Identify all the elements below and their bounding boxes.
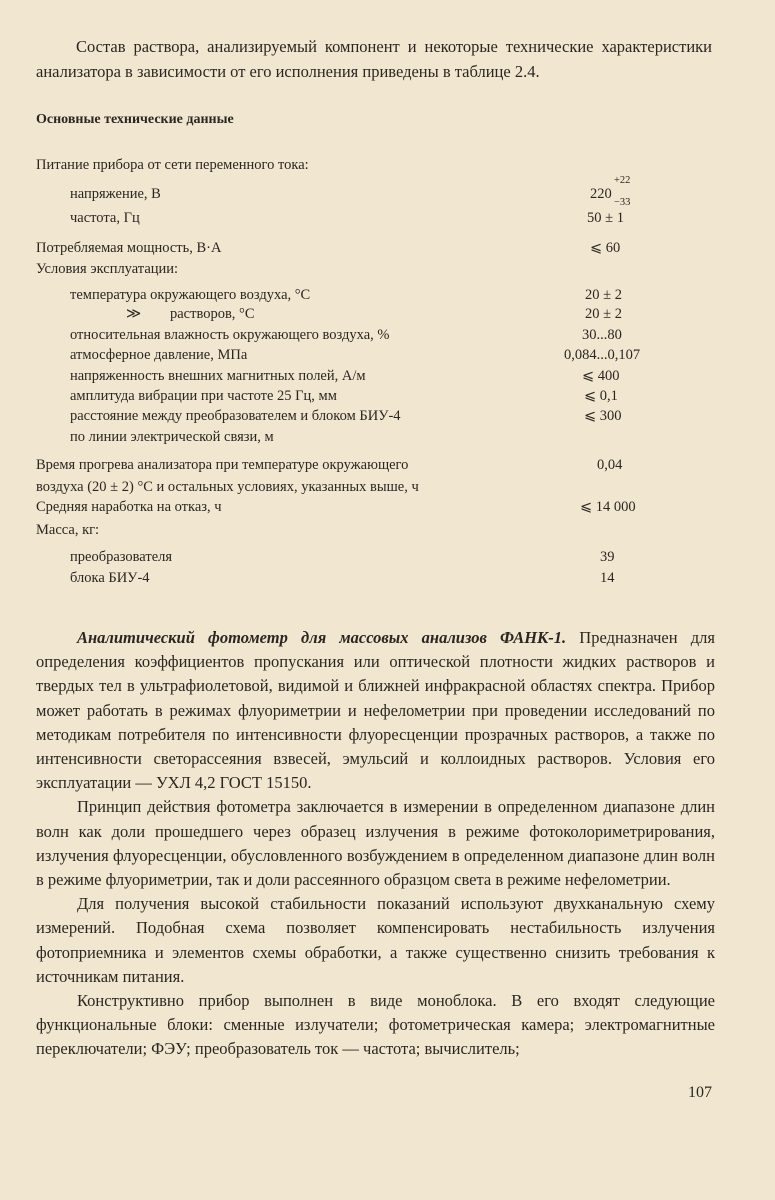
- spec-label: напряженность внешних магнитных полей, А/м: [70, 368, 366, 384]
- spec-value: 20 ± 2: [585, 287, 622, 303]
- spec-row-warmup-cont: [0, 479, 775, 499]
- spec-row-distance: [0, 408, 775, 428]
- spec-row-vibration: [0, 388, 775, 408]
- spec-label: Масса, кг:: [36, 522, 100, 538]
- spec-label: Время прогрева анализатора при температуре окружающего: [36, 457, 409, 473]
- spec-row-conditions: [0, 261, 775, 281]
- paragraph-stability: Для получения высокой стабильности показаний используют двухканальную схему измерений. Подобная схема позволяет компенсировать нестабильность излучения фотоприемника и элементов схемы обработки, а также существенно снизить требования к источникам питания.: [36, 894, 715, 986]
- spec-row-mass: [0, 522, 775, 542]
- ditto-mark: ≫: [126, 306, 142, 322]
- spec-label: по линии электрической связи, м: [70, 429, 274, 445]
- spec-row-distance-cont: [0, 429, 775, 449]
- spec-label: Питание прибора от сети переменного тока:: [36, 157, 309, 173]
- voltage-tolerance-plus: +22: [614, 175, 631, 186]
- spec-label: преобразователя: [70, 549, 173, 565]
- spec-label: Условия эксплуатации:: [36, 261, 179, 277]
- spec-row-mtbf: [0, 499, 775, 519]
- spec-row-voltage: [0, 175, 775, 208]
- intro-paragraph: Состав раствора, анализируемый компонент и некоторые технические характеристики анализатора в зависимости от его исполнения приведены в таблице 2.4.: [36, 37, 712, 81]
- spec-row-power-supply: [0, 157, 775, 177]
- paragraph-construction: Конструктивно прибор выполнен в виде моноблока. В его входят следующие функциональные блоки: сменные излучатели; фотометрическая камера; электромагнитные переключатели; ФЭУ; преобразователь ток — частота; вычислитель;: [36, 991, 715, 1059]
- spec-label: частота, Гц: [70, 210, 140, 226]
- spec-value: 220: [590, 186, 612, 202]
- spec-row-solution-temp: [0, 306, 775, 326]
- spec-value: 30...80: [582, 327, 622, 343]
- spec-row-warmup: [0, 457, 775, 477]
- spec-row-power: [0, 240, 775, 260]
- spec-row-biu: [0, 570, 775, 590]
- spec-row-converter: [0, 549, 775, 569]
- page-number: 107: [688, 1084, 712, 1101]
- spec-value: ⩽ 400: [582, 368, 620, 384]
- spec-label: атмосферное давление, МПа: [70, 347, 248, 363]
- spec-row-magnetic: [0, 368, 775, 388]
- spec-value: 50 ± 1: [587, 210, 624, 226]
- paragraph-fank: [36, 626, 715, 795]
- spec-label: относительная влажность окружающего воздуха, %: [70, 327, 390, 343]
- spec-label: расстояние между преобразователем и блоком БИУ-4: [70, 408, 401, 424]
- body-text: [36, 626, 715, 1062]
- spec-label: температура окружающего воздуха, °С: [70, 287, 311, 303]
- spec-label: Средняя наработка на отказ, ч: [36, 499, 222, 515]
- spec-label: амплитуда вибрации при частоте 25 Гц, мм: [70, 388, 337, 404]
- spec-heading: Основные технические данные: [36, 112, 234, 127]
- spec-row-air-temp: [0, 287, 775, 307]
- spec-value: ⩽ 0,1: [584, 388, 618, 404]
- spec-label: напряжение, В: [70, 186, 161, 202]
- paragraph-text: Предназначен для определения коэффициентов пропускания или оптической плотности жидких растворов и твердых тел в ультрафиолетовой, видимой и ближней инфракрасной областях спектра. Прибор может работать в режимах флуориметрии и нефелометрии при проведении исследований по методикам потребителя по интенсивности флуоресценции прозрачных растворов, а также по интенсивности светорассеяния взвесей, эмульсий и коллоидных растворов. Условия его эксплуатации — УХЛ 4,2 ГОСТ 15150.: [36, 628, 715, 793]
- spec-value: 0,084...0,107: [564, 347, 641, 363]
- spec-label: блока БИУ-4: [70, 570, 150, 586]
- spec-value: ⩽ 300: [584, 408, 622, 424]
- spec-value: ⩽ 60: [590, 240, 621, 256]
- voltage-tolerance-minus: −33: [614, 197, 631, 208]
- spec-value: 20 ± 2: [585, 306, 622, 322]
- spec-label: воздуха (20 ± 2) °С и остальных условиях, указанных выше, ч: [36, 479, 419, 495]
- spec-label: Потребляемая мощность, В·А: [36, 240, 222, 256]
- spec-value: 0,04: [597, 457, 623, 473]
- spec-row-pressure: [0, 347, 775, 367]
- paragraph-principle: Принцип действия фотометра заключается в измерении в определенном диапазоне длин волн как доли прошедшего через образец излучения в режиме фотоколориметрирования, излучения флуоресценции, обусловленного возбуждением в определенном диапазоне длин волн в режиме флуориметрии, так и доли рассеянного образцом света в режиме нефелометрии.: [36, 797, 715, 890]
- spec-value: 39: [600, 549, 615, 565]
- spec-row-humidity: [0, 327, 775, 347]
- spec-value: 14: [600, 570, 615, 586]
- spec-label: растворов, °С: [170, 306, 255, 322]
- paragraph-title: Аналитический фотометр для массовых анализов ФАНК-1.: [77, 628, 567, 647]
- spec-value: ⩽ 14 000: [580, 499, 636, 515]
- spec-row-frequency: [0, 210, 775, 230]
